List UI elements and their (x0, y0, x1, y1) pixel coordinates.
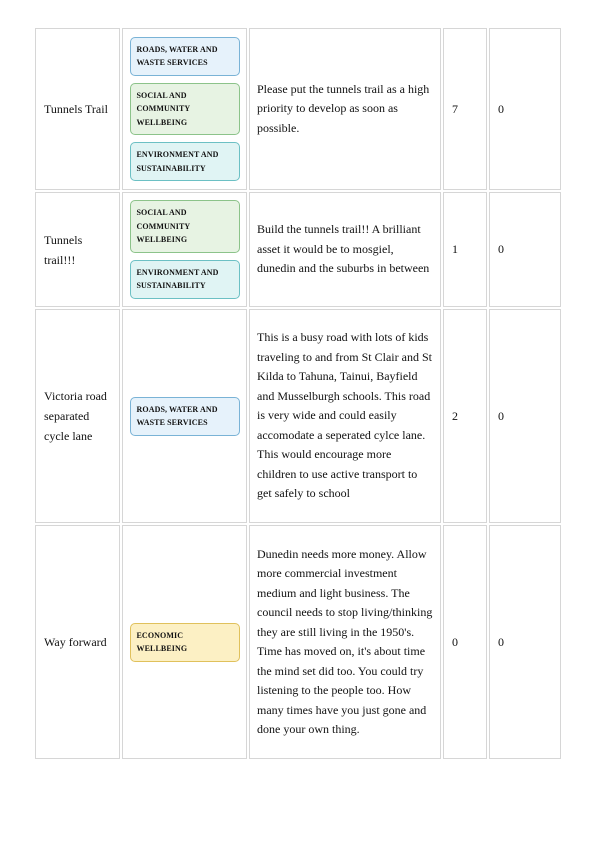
category-tag-roads: ROADS, WATER AND WASTE SERVICES (130, 37, 240, 76)
tags-cell (122, 192, 247, 307)
table-row (35, 309, 563, 523)
count-1 (443, 28, 487, 190)
submission-comment (249, 28, 441, 190)
count-2 (489, 192, 561, 307)
submission-comment (249, 525, 441, 759)
submission-comment-text: This is a busy road with lots of kids traveling to and from St Clair and St Kilda to Tahuna, Tainui, Bayfield and Musselburgh schools. This road is very wide and could easily accomodate a seperated cylce lane. This would encourage more children to use active transport to get safely to school (257, 330, 432, 501)
count-2-value: 0 (498, 408, 504, 423)
count-2 (489, 309, 561, 523)
submission-comment-text: Dunedin needs more money. Allow more commercial investment medium and light business. The council needs to stop living/thinking they are still living in the 1950's. Time has moved on, it's about time the mind set did too. You could try listening to the people too. How many times have you just gone and done your own thing. (257, 546, 433, 736)
tags-cell (122, 28, 247, 190)
count-1-value: 7 (452, 101, 458, 116)
count-1 (443, 525, 487, 759)
category-tag-social: SOCIAL AND COMMUNITY WELLBEING (130, 200, 240, 253)
submission-comment (249, 192, 441, 307)
count-2-value: 0 (498, 634, 504, 649)
submission-title (35, 525, 120, 759)
submission-comment-text: Build the tunnels trail!! A brilliant asset it would be to mosgiel, dunedin and the suburbs in between (257, 222, 430, 276)
submission-comment (249, 309, 441, 523)
count-2 (489, 28, 561, 190)
category-tag-social: SOCIAL AND COMMUNITY WELLBEING (130, 83, 240, 136)
table-row (35, 525, 563, 759)
submission-title-text: Victoria road separated cycle lane (44, 389, 107, 443)
count-2-value: 0 (498, 242, 504, 256)
count-1-value: 0 (452, 634, 458, 649)
submission-title (35, 192, 120, 307)
table-row (35, 192, 563, 307)
tags-cell (122, 525, 247, 759)
submission-title-text: Tunnels Trail (44, 102, 108, 116)
tags-cell (122, 309, 247, 523)
count-1 (443, 192, 487, 307)
submission-title-text: Tunnels trail!!! (44, 232, 83, 267)
submission-comment-text: Please put the tunnels trail as a high priority to develop as soon as possible. (257, 81, 430, 135)
count-1-value: 1 (452, 242, 458, 256)
category-tag-economic: ECONOMIC WELLBEING (130, 623, 240, 662)
submission-title (35, 309, 120, 523)
category-tag-environment: ENVIRONMENT AND SUSTAINABILITY (130, 142, 240, 181)
count-2-value: 0 (498, 101, 504, 116)
count-1 (443, 309, 487, 523)
submission-title-text: Way forward (44, 635, 107, 649)
submissions-table (35, 28, 563, 761)
count-2 (489, 525, 561, 759)
submission-title (35, 28, 120, 190)
category-tag-environment: ENVIRONMENT AND SUSTAINABILITY (130, 260, 240, 299)
count-1-value: 2 (452, 408, 458, 423)
table-row (35, 28, 563, 190)
category-tag-roads: ROADS, WATER AND WASTE SERVICES (130, 397, 240, 436)
